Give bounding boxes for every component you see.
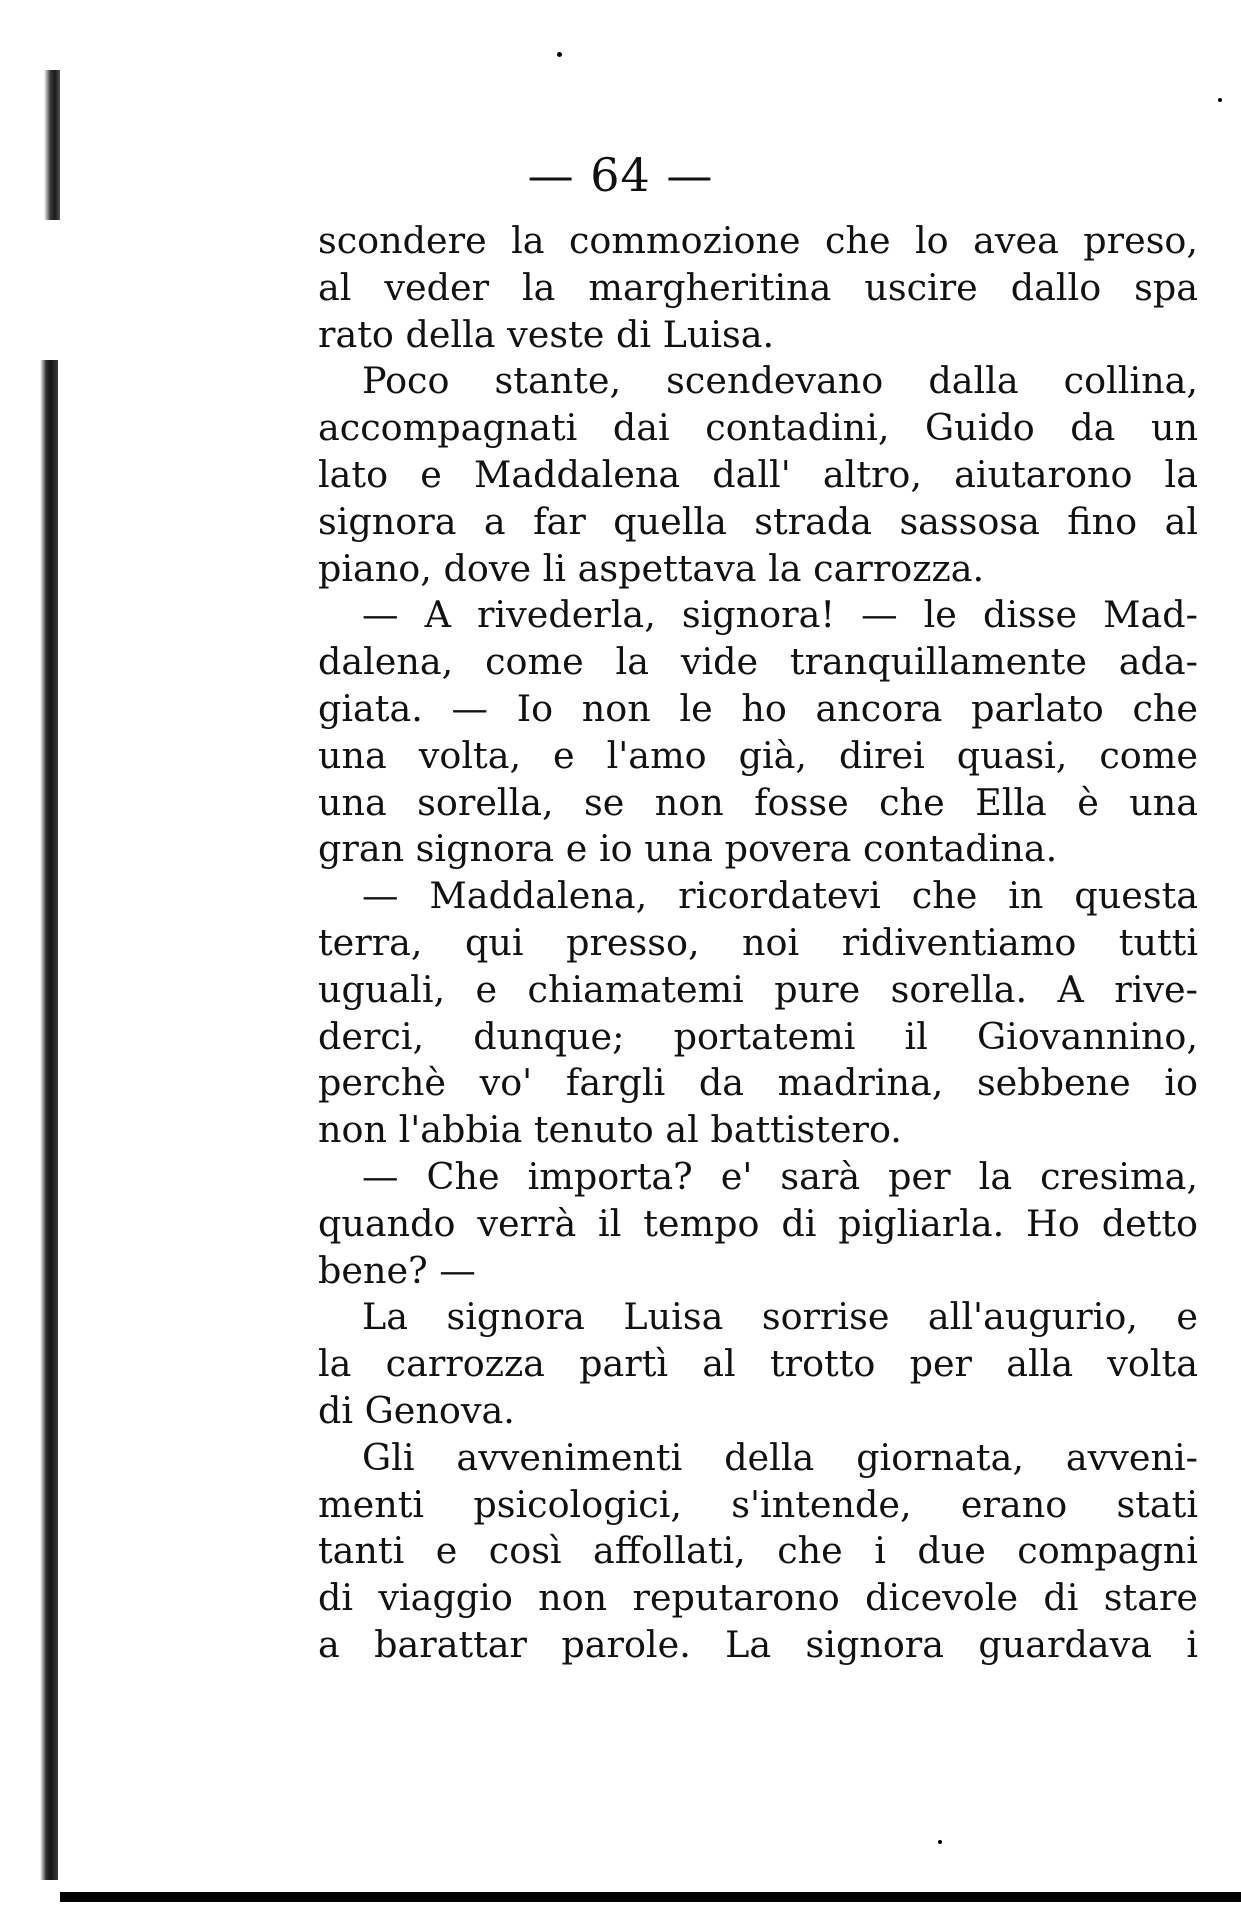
- text-line: una volta, e l'amo già, direi quasi, come: [318, 733, 1198, 777]
- text-line: perchè vo' fargli da madrina, sebbene io: [318, 1061, 1198, 1105]
- page-number: — 64 —: [527, 148, 714, 202]
- text-line: la carrozza partì al trotto per alla volta: [318, 1342, 1198, 1386]
- text-line: menti psicologici, s'intende, erano stati: [318, 1482, 1198, 1526]
- text-line: non l'abbia tenuto al battistero.: [318, 1108, 902, 1152]
- text-line: bene? —: [318, 1248, 476, 1292]
- text-line: a barattar parole. La signora guardava i: [318, 1622, 1198, 1666]
- binding-edge: [40, 360, 58, 1880]
- text-line: — Che importa? e' sarà per la cresima,: [362, 1154, 1198, 1198]
- text-line: signora a far quella strada sassosa fino al: [318, 499, 1198, 543]
- text-line: La signora Luisa sorrise all'augurio, e: [362, 1295, 1198, 1339]
- ink-speck: [1218, 98, 1222, 102]
- text-line: derci, dunque; portatemi il Giovannino,: [318, 1014, 1198, 1058]
- text-line: gran signora e io una povera contadina.: [318, 827, 1058, 871]
- text-line: una sorella, se non fosse che Ella è una: [318, 780, 1198, 824]
- text-line: piano, dove li aspettava la carrozza.: [318, 546, 985, 590]
- text-line: dalena, come la vide tranquillamente ada-: [318, 640, 1198, 684]
- text-line: di Genova.: [318, 1388, 515, 1432]
- text-line: giata. — Io non le ho ancora parlato che: [318, 686, 1198, 730]
- text-line: uguali, e chiamatemi pure sorella. A rive-: [318, 967, 1198, 1011]
- text-line: lato e Maddalena dall' altro, aiutarono la: [318, 452, 1198, 496]
- text-line: Poco stante, scendevano dalla collina,: [362, 359, 1198, 403]
- text-line: al veder la margheritina uscire dallo spa: [318, 265, 1198, 309]
- text-line: terra, qui presso, noi ridiventiamo tutti: [318, 920, 1198, 964]
- text-line: rato della veste di Luisa.: [318, 312, 775, 356]
- text-line: accompagnati dai contadini, Guido da un: [318, 406, 1198, 450]
- text-line: tanti e così affollati, che i due compagni: [318, 1529, 1198, 1573]
- text-line: Gli avvenimenti della giornata, avveni-: [362, 1435, 1198, 1479]
- body-text: [318, 218, 1198, 1669]
- ink-speck: [557, 52, 562, 57]
- ink-speck: [938, 1840, 942, 1844]
- text-line: di viaggio non reputarono dicevole di stare: [318, 1576, 1198, 1620]
- bottom-edge: [60, 1892, 1241, 1902]
- text-line: — A rivederla, signora! — le disse Mad-: [362, 593, 1198, 637]
- text-line: quando verrà il tempo di pigliarla. Ho detto: [318, 1201, 1198, 1245]
- text-line: scondere la commozione che lo avea preso,: [318, 219, 1198, 262]
- text-line: — Maddalena, ricordatevi che in questa: [362, 874, 1198, 918]
